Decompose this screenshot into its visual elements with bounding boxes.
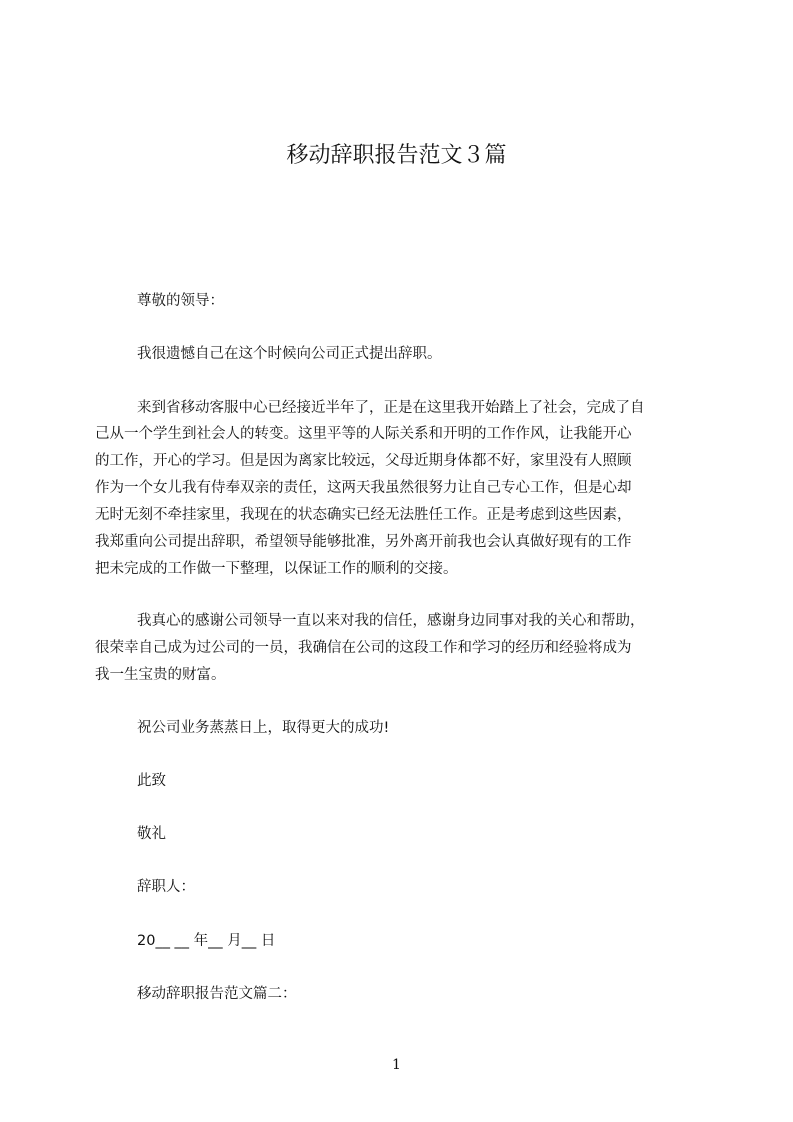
closing-line-1: 此致	[137, 773, 166, 789]
paragraph-2-line-4: 作为一个女儿我有侍奉双亲的责任，这两天我虽然很努力让自己专心工作，但是心却	[95, 480, 632, 496]
paragraph-3-line-2: 很荣幸自己成为过公司的一员，我确信在公司的这段工作和学习的经历和经验将成为	[95, 640, 632, 656]
date-line: 20__ __ 年__ 月__ 日	[137, 933, 276, 949]
paragraph-2-line-2: 己从一个学生到社会人的转变。这里平等的人际关系和开明的工作作风，让我能开心	[95, 426, 632, 442]
closing-line-2: 敬礼	[137, 826, 166, 842]
paragraph-3-line-1: 我真心的感谢公司领导一直以来对我的信任，感谢身边同事对我的关心和帮助，	[137, 613, 645, 629]
paragraph-1: 我很遗憾自己在这个时候向公司正式提出辞职。	[137, 346, 442, 362]
signer-label: 辞职人：	[137, 879, 195, 895]
paragraph-2-line-6: 我郑重向公司提出辞职，希望领导能够批准，另外离开前我也会认真做好现有的工作	[95, 534, 632, 550]
wish-line: 祝公司业务蒸蒸日上，取得更大的成功!	[137, 720, 390, 736]
page-number: 1	[392, 1057, 401, 1073]
paragraph-2-line-3: 的工作，开心的学习。但是因为离家比较远，父母近期身体都不好，家里没有人照顾	[95, 453, 632, 469]
paragraph-2-line-5: 无时无刻不牵挂家里，我现在的状态确实已经无法胜任工作。正是考虑到这些因素，	[95, 507, 632, 523]
paragraph-2-line-7: 把未完成的工作做一下整理，以保证工作的顺利的交接。	[95, 561, 458, 577]
next-section-heading: 移动辞职报告范文篇二：	[137, 986, 297, 1002]
document-title: 移动辞职报告范文３篇	[286, 143, 507, 168]
paragraph-3-line-3: 我一生宝贵的财富。	[95, 667, 226, 683]
paragraph-2-line-1: 来到省移动客服中心已经接近半年了，正是在这里我开始踏上了社会，完成了自	[137, 400, 645, 416]
salutation: 尊敬的领导：	[137, 293, 224, 309]
